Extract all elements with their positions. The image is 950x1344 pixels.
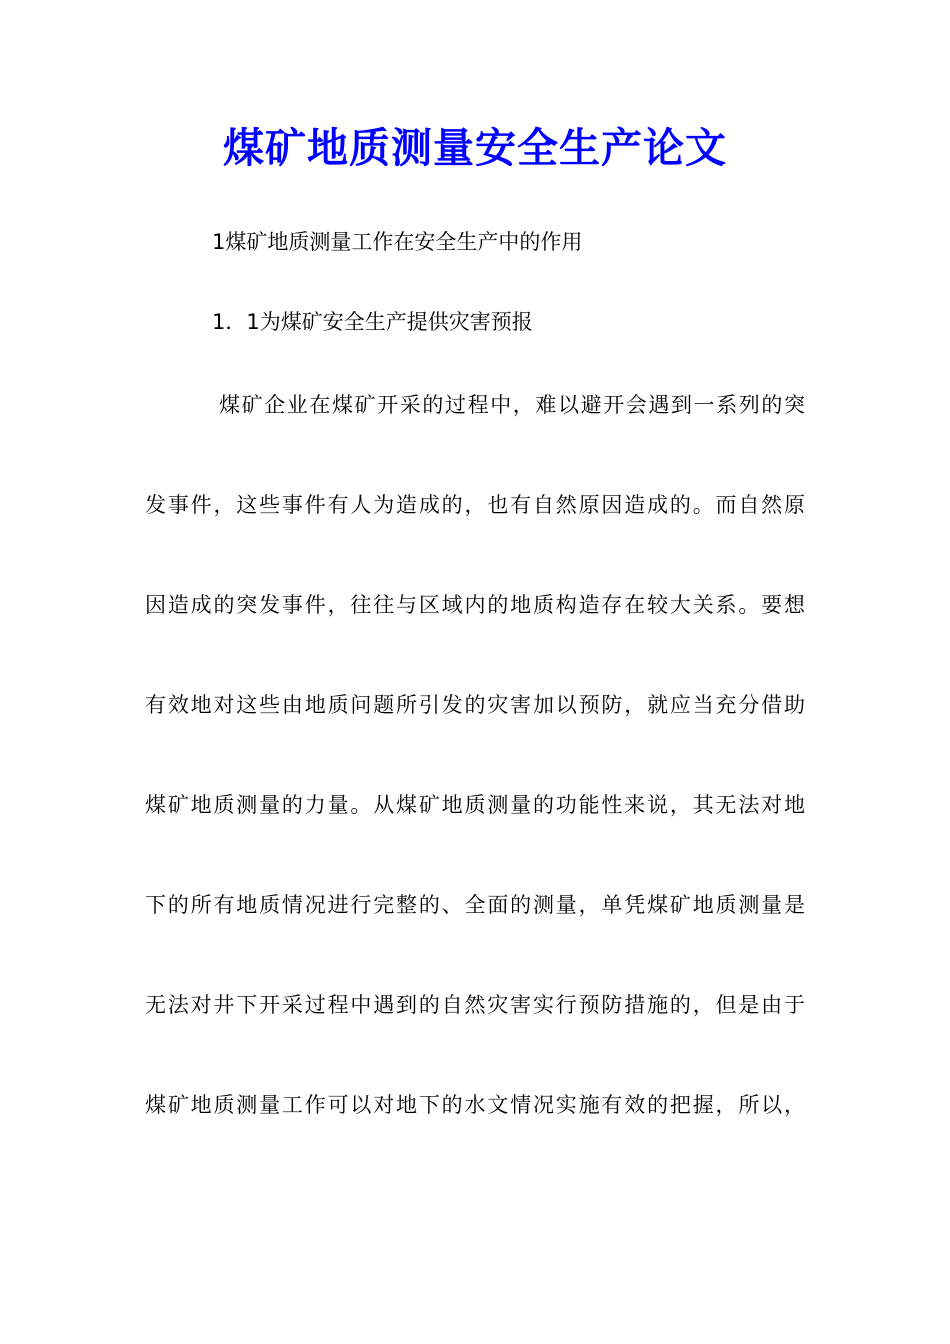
paragraph-line: 发事件，这些事件有人为造成的，也有自然原因造成的。而自然原 bbox=[145, 493, 805, 517]
section-heading: 1煤矿地质测量工作在安全生产中的作用 bbox=[212, 230, 583, 254]
paragraph-line: 煤矿企业在煤矿开采的过程中，难以避开会遇到一系列的突 bbox=[219, 393, 805, 417]
body-paragraph bbox=[145, 385, 805, 1185]
paragraph-line: 煤矿地质测量的力量。从煤矿地质测量的功能性来说，其无法对地 bbox=[145, 793, 805, 817]
document-title: 煤矿地质测量安全生产论文 bbox=[223, 124, 727, 172]
paragraph-line: 无法对井下开采过程中遇到的自然灾害实行预防措施的，但是由于 bbox=[145, 993, 805, 1017]
subsection-heading: 1．1为煤矿安全生产提供灾害预报 bbox=[212, 310, 533, 334]
paragraph-line: 因造成的突发事件，往往与区域内的地质构造存在较大关系。要想 bbox=[145, 593, 805, 617]
paragraph-line: 煤矿地质测量工作可以对地下的水文情况实施有效的把握，所以， bbox=[145, 1093, 805, 1117]
paragraph-line: 有效地对这些由地质问题所引发的灾害加以预防，就应当充分借助 bbox=[145, 693, 805, 717]
paragraph-line: 下的所有地质情况进行完整的、全面的测量，单凭煤矿地质测量是 bbox=[145, 893, 805, 917]
